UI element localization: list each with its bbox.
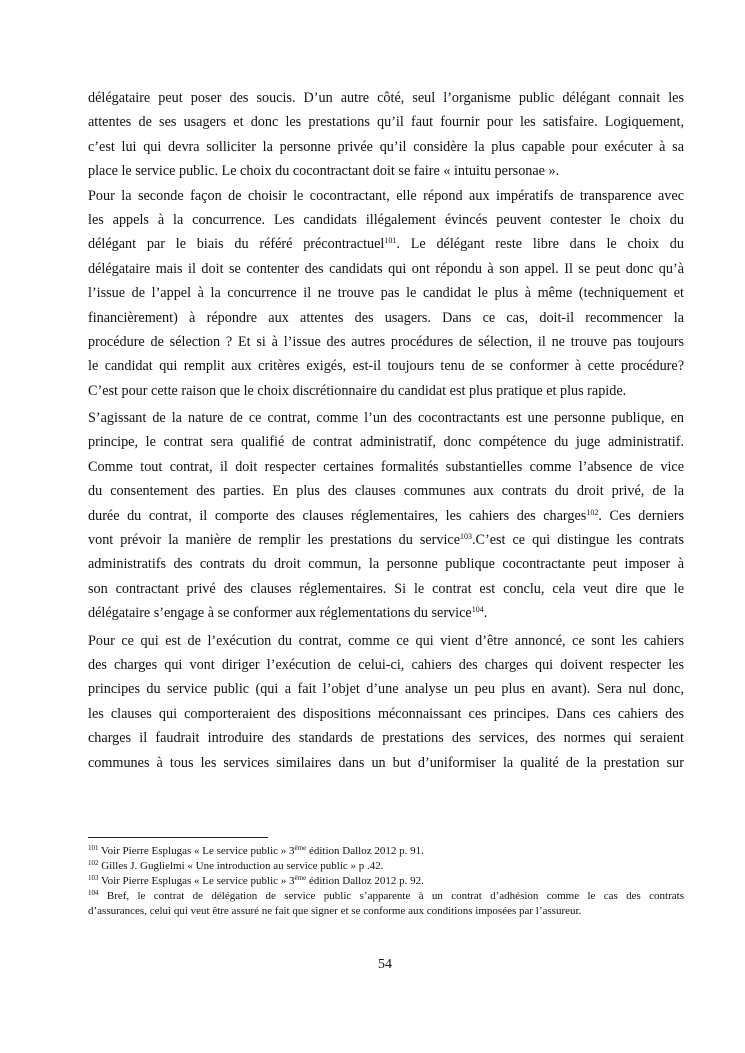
text-line [88,504,684,528]
text-run: . Ces derniers [598,507,684,524]
text-run: Bref, le contrat de délégation de service public s’apparente à un contrat d’adhésion comme le cas des contrats [98,890,684,902]
text-line [88,601,684,625]
text-run: des charges qui vont diriger l’exécution de celui-ci, cahiers des charges qui doivent respecter les [88,656,684,673]
text-line [88,281,684,305]
text-run: .C’est ce qui distingue les contrats [472,532,684,549]
footnote-ref: 103 [88,874,99,882]
paragraph [88,406,684,626]
text-line [88,86,684,110]
footnote-ref: 103 [460,532,472,542]
text-line [88,629,684,653]
text-run: financièrement) à répondre aux attentes des usagers. Dans ce cas, doit-il recommencer la [88,309,684,326]
text-line [88,430,684,454]
text-run: C’est pour cette raison que le choix discrétionnaire du candidat est plus pratique et plus rapide. [88,382,627,399]
footnote-separator [88,837,268,838]
text-run: principes du service public (qui a fait l’objet d’une analyse un peu plus en avant). Sera nul donc, [88,681,684,698]
footnotes [88,844,684,919]
footnote-ref: 104 [471,605,484,615]
text-run: les appels à la concurrence. Les candidats illégalement évincés peuvent contester le choix du [88,211,684,228]
text-run: son contractant privé des clauses réglementaires. Si le contrat est conclu, cela veut dire que le [88,580,684,597]
footnote-ref: 101 [88,844,99,852]
footnote-line [88,889,684,904]
text-run: S’agissant de la nature de ce contrat, comme l’un des cocontractants est une personne publique, en [88,410,684,427]
text-line [88,135,684,159]
text-run: édition Dalloz 2012 p. 92. [306,875,424,887]
text-run: Comme tout contrat, il doit respecter certaines formalités substantielles comme l’absence de vice [88,458,684,475]
text-run: délégant par le biais du référé précontractuel [88,236,385,253]
text-line [88,257,684,281]
text-run: édition Dalloz 2012 p. 91. [306,845,424,857]
text-run: attentes de ses usagers et donc les prestations qu’il faut fournir pour les satisfaire. Logiquement, [88,114,684,131]
text-run: délégataire peut poser des soucis. D’un autre côté, seul l’organisme public délégant connait les [88,90,684,106]
text-line [88,455,684,479]
footnote-line [88,904,684,919]
text-line [88,479,684,503]
text-line [88,552,684,576]
paragraph [88,86,684,184]
text-line [88,184,684,208]
text-line [88,330,684,354]
text-run: délégataire s’engage à se conformer aux réglementations du service [88,605,472,622]
text-line [88,306,684,330]
footnote-ref: 104 [88,889,99,897]
text-run: administratifs des contrats du droit commun, la personne publique cocontractante peut imposer à [88,556,684,573]
body-text [88,86,684,775]
text-line [88,159,684,183]
footnote-line [88,874,684,889]
text-line [88,232,684,256]
text-run: . [483,605,488,622]
text-run: Voir Pierre Esplugas « Le service public » 3 [98,875,295,887]
text-run: délégataire mais il doit se contenter des candidats qui ont répondu à son appel. Il se peut donc qu’à [88,260,684,277]
footnote-line [88,859,684,874]
text-line [88,528,684,552]
text-line [88,677,684,701]
footnote-ref: 101 [384,236,397,246]
text-line [88,653,684,677]
text-run: place le service public. Le choix du cocontractant doit se faire « intuitu personae ». [88,163,560,180]
text-run: l’issue de l’appel à la concurrence il ne trouve pas le candidat le plus à même (techniquement et [88,285,684,302]
text-run: les clauses qui comporteraient des dispositions méconnaissant ces principes. Dans ces cahiers des [88,705,684,722]
text-line [88,726,684,750]
text-run: Pour la seconde façon de choisir le cocontractant, elle répond aux impératifs de transparence avec [88,187,684,204]
text-run: charges il faudrait introduire des standards de prestations des services, des normes qui seraient [88,730,684,747]
text-line [88,751,684,775]
text-run: vont prévoir la manière de remplir les prestations du service [88,532,460,549]
footnote-ref: ème [294,844,307,852]
text-run: c’est lui qui devra solliciter la personne privée qu’il considère la plus capable pour exécuter à sa [88,138,684,155]
footnote-ref: 102 [586,507,599,517]
text-run: durée du contrat, il comporte des clauses réglementaires, les cahiers des charges [88,507,587,524]
text-run: le candidat qui remplit aux critères exigés, est-il toujours tenu de se conformer à cette procédure? [88,358,684,375]
text-run: Voir Pierre Esplugas « Le service public » 3 [98,845,295,857]
footnote-line [88,844,684,859]
text-line [88,379,684,403]
paragraph [88,184,684,404]
footnote-ref: ème [294,874,307,882]
text-run: . Le délégant reste libre dans le choix du [396,236,684,253]
text-line [88,702,684,726]
text-line [88,208,684,232]
text-run: procédure de sélection ? Et si à l’issue des autres procédures de sélection, il ne trouve pas toujours [88,333,684,350]
text-run: principe, le contrat sera qualifié de contrat administratif, donc compétence du juge administratif. [88,434,684,451]
paragraph [88,629,684,775]
text-line [88,110,684,134]
footnote-ref: 102 [88,859,99,867]
text-run: Pour ce qui est de l’exécution du contrat, comme ce qui vient d’être annoncé, ce sont les cahiers [88,632,684,649]
page-number: 54 [378,957,392,972]
text-line [88,577,684,601]
text-line [88,406,684,430]
text-line [88,354,684,378]
text-run: d’assurances, celui qui veut être assuré ne fait que signer et se conforme aux conditions imposées par l’assureur. [88,905,582,917]
text-run: du consentement des parties. En plus des clauses communes aux contrats du droit privé, de la [88,483,684,500]
text-run: Gilles J. Guglielmi « Une introduction au service public » p .42. [98,860,384,872]
text-run: communes à tous les services similaires dans un but d’uniformiser la qualité de la prestation sur [88,754,684,771]
